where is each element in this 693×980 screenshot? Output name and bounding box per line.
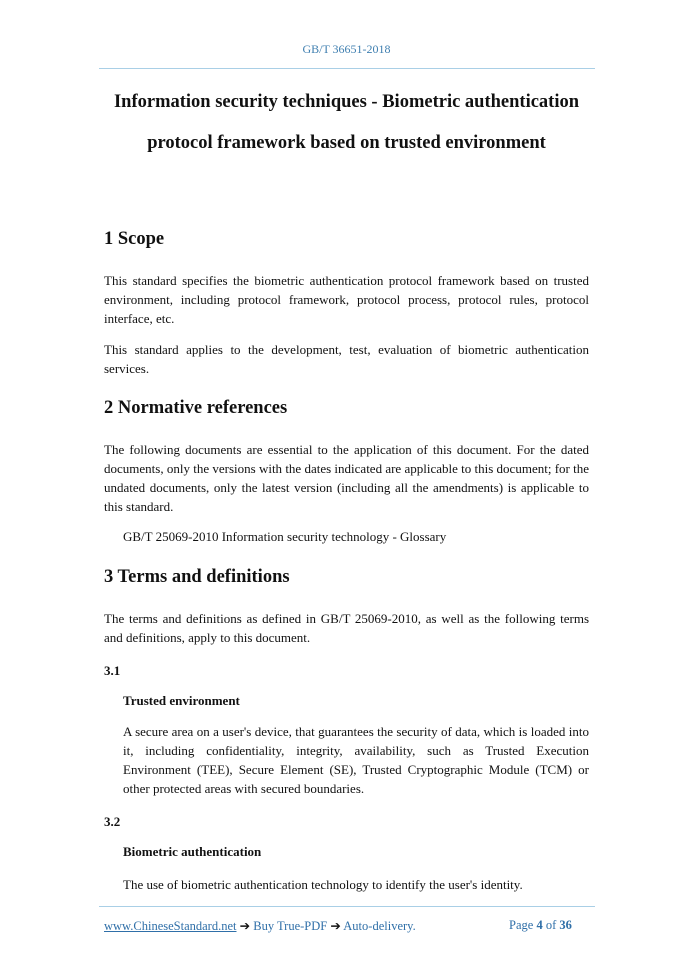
term-3-1-number: 3.1 bbox=[104, 663, 121, 678]
term-3-2-definition: The use of biometric authentication technology to identify the user's identity. bbox=[123, 877, 523, 892]
section-3-heading: 3 Terms and definitions bbox=[104, 567, 290, 587]
title-line-2: protocol framework based on trusted environment bbox=[147, 133, 546, 153]
term-3-2-title: Biometric authentication bbox=[123, 844, 262, 859]
section-1-heading: 1 Scope bbox=[104, 229, 165, 249]
header-standard-code: GB/T 36651-2018 bbox=[302, 42, 391, 56]
term-3-2-number: 3.2 bbox=[104, 814, 121, 829]
document-title bbox=[60, 86, 633, 160]
term-3-1-title: Trusted environment bbox=[123, 693, 240, 708]
footer-page-indicator bbox=[509, 918, 572, 933]
footer-delivery-text: Auto-delivery. bbox=[343, 919, 416, 933]
footer-divider bbox=[99, 906, 595, 907]
term-3-1-definition: A secure area on a user's device, that guarantees the security of data, which is loaded into it, including confidentiality, integrity, availability, such as Trusted Execution Environment (TEE), Secure Element (SE), Trusted Cryptographic Module (TCM) or other protected areas with secured boundaries. bbox=[123, 724, 589, 796]
page-number: 4 bbox=[536, 918, 543, 932]
arrow-right-icon: ➔ bbox=[330, 919, 341, 933]
terms-paragraph-1: The terms and definitions as defined in GB/T 25069-2010, as well as the following terms and definitions, apply to this document. bbox=[104, 611, 589, 645]
normative-reference-item: GB/T 25069-2010 Information security technology - Glossary bbox=[123, 529, 447, 544]
scope-paragraph-1: This standard specifies the biometric authentication protocol framework based on trusted environment, including protocol framework, protocol process, protocol rules, protocol interface, etc. bbox=[104, 273, 589, 326]
footer-site-link[interactable]: www.ChineseStandard.net bbox=[104, 919, 237, 933]
scope-paragraph-2: This standard applies to the development, test, evaluation of biometric authentication services. bbox=[104, 342, 589, 376]
section-2-heading: 2 Normative references bbox=[104, 398, 288, 418]
page-label: Page bbox=[509, 918, 534, 932]
arrow-right-icon: ➔ bbox=[239, 919, 251, 933]
footer-buy-pdf-link[interactable]: Buy True-PDF bbox=[253, 919, 328, 933]
header-divider bbox=[99, 68, 595, 69]
footer-promo bbox=[104, 918, 416, 934]
title-line-1: Information security techniques - Biometric authentication bbox=[113, 92, 580, 112]
normative-paragraph-1: The following documents are essential to the application of this document. For the dated documents, only the versions with the dates indicated are applicable to this document; for the undated documents, only the latest version (including all the amendments) is applicable to this standard. bbox=[104, 442, 589, 514]
page-of-label: of bbox=[545, 918, 557, 932]
page-total: 36 bbox=[559, 918, 572, 932]
